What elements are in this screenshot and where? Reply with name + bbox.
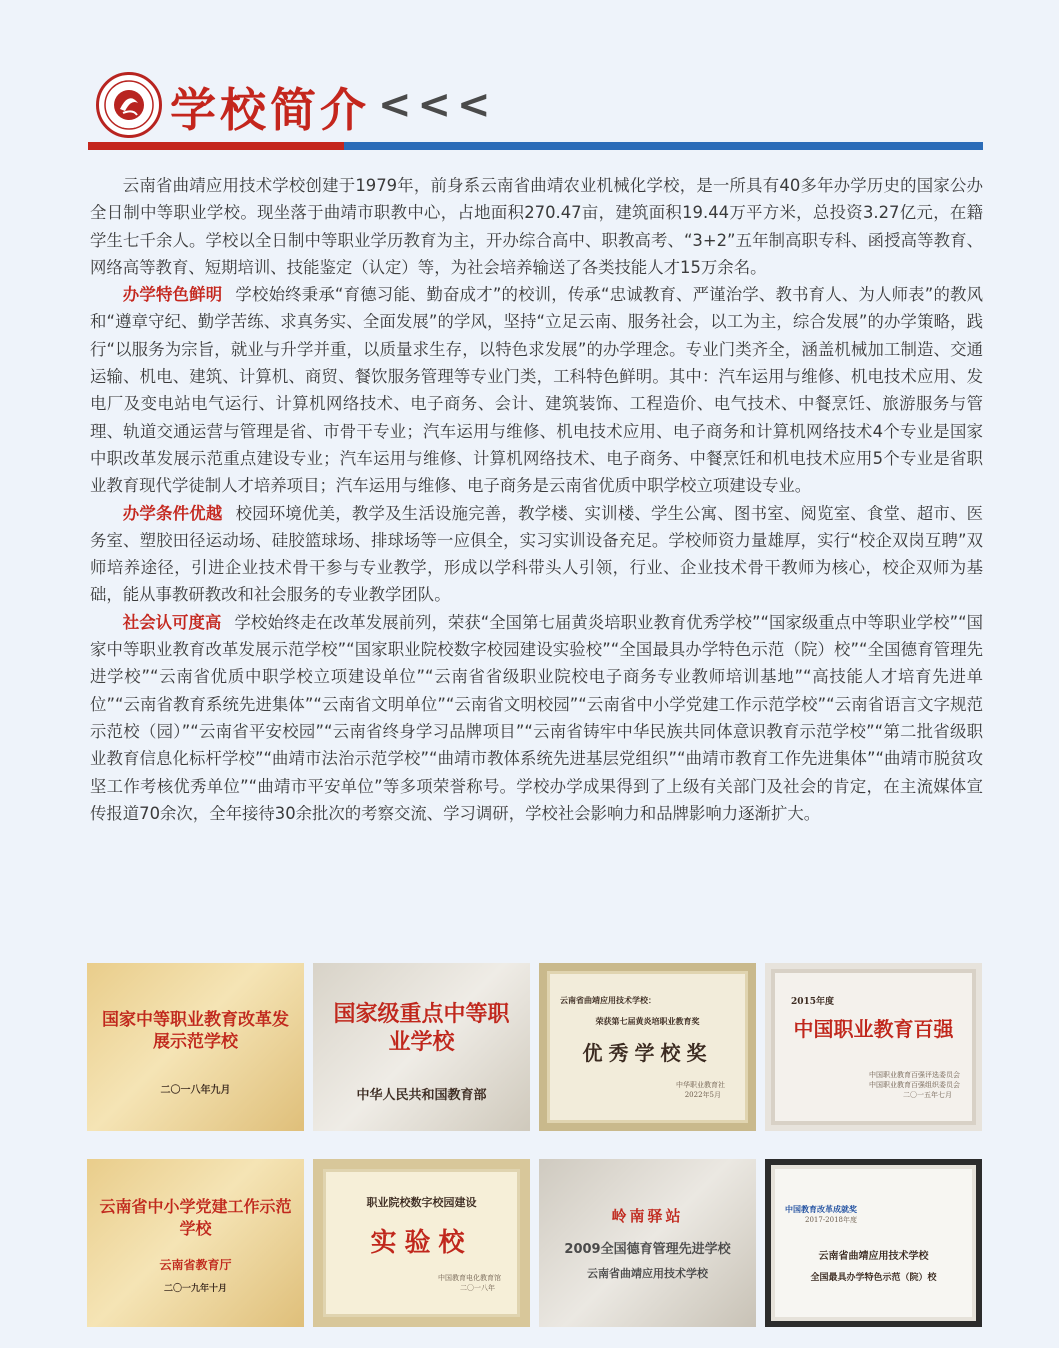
plaque-issuer: 中国教育电化教育馆 (438, 1273, 501, 1282)
section-heading-features: 办学特色鲜明 (122, 285, 223, 305)
plaque-photo (765, 1159, 982, 1327)
section-text-features: 学校始终秉承“育德习能、勤奋成才”的校训，传承“忠诚教育、严谨治学、教书育人、为人师表”的教风和“遵章守纪、勤学苦练、求真务实、全面发展”的学风，坚持“立足云南、服务社会，以工为主，综合发展”的办学策略，践行“以服务为宗旨，就业与升学并重，以质量求生存，以特色求发展”的办学理念。专业门类齐全，涵盖机械加工制造、交通运输、机电、建筑、计算机、商贸、餐饮服务管理等专业门类，工科特色鲜明。其中：汽车运用与维修、机电技术应用、发电厂及变电站电气运行、计算机网络技术、电子商务、会计、建筑装饰、工程造价、电气技术、中餐烹饪、旅游服务与管理、轨道交通运营与管理是省、市骨干专业；汽车运用与维修、机电技术应用、电子商务和计算机网络技术4个专业是国家中职改革发展示范重点建设专业；汽车运用与维修、计算机网络技术、电子商务、中餐烹饪和机电技术应用5个专业是省职业教育现代学徒制人才培养项目；汽车运用与维修、电子商务是云南省优质中职学校立项建设专业。 (90, 285, 983, 496)
plaque-recipient: 云南省曲靖应用技术学校： (560, 994, 656, 1005)
school-emblem-icon (103, 79, 155, 131)
plaque-photo (87, 1159, 304, 1327)
plaque-title: 国家级重点中等职业学校 (333, 1000, 510, 1055)
plaque-date: 二〇一五年七月 (903, 1091, 952, 1099)
plaque-title: 2009全国德育管理先进学校 (564, 1242, 731, 1257)
plaque-issuer-2: 中国职业教育百强组织委员会 (869, 1081, 960, 1089)
plaque-title: 优秀学校奖 (582, 1040, 713, 1065)
plaque-year: 2017-2018年度 (805, 1215, 857, 1224)
plaque-issuer: 中华职业教育社 (676, 1080, 725, 1089)
section-text-recognition: 学校始终走在改革发展前列，荣获“全国第七届黄炎培职业教育优秀学校”“国家级重点中等职业学校”“国家中等职业教育改革发展示范学校”“国家职业院校数字校园建设实验校”“全国最具办学特色示范（院）校”“全国德育管理先进学校”“云南省优质中职学校立项建设单位”“云南省省级职业院校电子商务专业教师培训基地”“高技能人才培育先进单位”“云南省教育系统先进集体”“云南省文明单位”“云南省文明校园”“云南省中小学党建工作示范学校”“云南省语言文字规范示范校（园）”“云南省平安校园”“云南省终身学习品牌项目”“云南省铸牢中华民族共同体意识教育示范学校”“第二批省级职业教育信息化标杆学校”“曲靖市法治示范学校”“曲靖市教体系统先进基层党组织”“曲靖市教育工作先进集体”“曲靖市脱贫攻坚工作考核优秀单位”“曲靖市平安单位”等多项荣誉称号。学校办学成果得到了上级有关部门及社会的肯定，在主流媒体宣传报道70余次，全年接待30余批次的考察交流、学习调研，学校社会影响力和品牌影响力逐渐扩大。 (90, 612, 983, 823)
plaque-subtitle: 荣获第七届黄炎培职业教育奖 (595, 1015, 700, 1026)
plaque-photo (539, 1159, 756, 1327)
plaque-header: 岭南驿站 (611, 1207, 684, 1225)
plaque-subtitle: 职业院校数字校园建设 (366, 1195, 477, 1209)
plaque-photo (539, 963, 756, 1131)
intro-content (90, 172, 983, 827)
plaque-title: 全国最具办学特色示范（院）校 (810, 1272, 937, 1283)
plaque-title: 国家中等职业教育改革发展示范学校 (102, 1009, 289, 1052)
section-heading-conditions: 办学条件优越 (122, 503, 223, 523)
plaque-photo (313, 1159, 530, 1327)
plaque-date: 2022年5月 (684, 1090, 721, 1099)
plaque-title: 实验校 (370, 1227, 473, 1258)
plaque-photo (87, 963, 304, 1131)
plaque-issuer: 中华人民共和国教育部 (356, 1087, 487, 1103)
intro-paragraph: 云南省曲靖应用技术学校创建于1979年，前身系云南省曲靖农业机械化学校，是一所具有40多年办学历史的国家公办全日制中等职业学校。现坐落于曲靖市职教中心，占地面积270.47亩，建筑面积19.44万平方米，总投资3.27亿元，在籍学生七千余人。学校以全日制中等职业学历教育为主，开办综合高中、职教高考、“3+2”五年制高职专科、函授高等教育、网络高等教育、短期培训、技能鉴定（认定）等，为社会培养输送了各类技能人才15万余名。 (90, 176, 983, 277)
section-heading-recognition: 社会认可度高 (122, 612, 222, 632)
plaque-year: 2015年度 (791, 997, 835, 1007)
plaque-date: 二〇一八年九月 (160, 1084, 231, 1096)
decorative-arrows: <<< (378, 82, 497, 128)
plaque-title: 云南省中小学党建工作示范学校 (99, 1197, 292, 1238)
plaque-header: 中国教育改革成就奖 (785, 1203, 857, 1214)
page-title: 学校简介 (170, 83, 370, 137)
plaque-photo (765, 963, 982, 1131)
section-recognition (90, 609, 983, 827)
plaque-date: 二〇一九年十月 (163, 1284, 227, 1294)
school-logo (96, 72, 162, 138)
section-header (88, 62, 983, 154)
plaque-date: 二〇一八年 (460, 1283, 495, 1292)
plaque-photo (313, 963, 530, 1131)
title-underline-blue (344, 142, 983, 150)
section-features (90, 281, 983, 499)
plaque-recipient: 云南省曲靖应用技术学校 (587, 1267, 708, 1280)
section-conditions (90, 500, 983, 609)
title-underline-red (88, 142, 348, 150)
plaque-title: 中国职业教育百强 (793, 1017, 954, 1041)
plaque-recipient: 云南省曲靖应用技术学校 (818, 1250, 929, 1262)
section-text-conditions: 校园环境优美，教学及生活设施完善，教学楼、实训楼、学生公寓、图书室、阅览室、食堂、超市、医务室、塑胶田径运动场、硅胶篮球场、排球场等一应俱全，实习实训设备充足。学校师资力量雄厚，实行“校企双岗互聘”双师培养途径，引进企业技术骨干参与专业教学，形成以学科带头人引领，行业、企业技术骨干教师为核心，校企双师为基础，能从事教研教改和社会服务的专业教学团队。 (90, 503, 984, 605)
plaque-issuer: 云南省教育厅 (159, 1258, 232, 1272)
plaque-issuer: 中国职业教育百强评选委员会 (869, 1071, 960, 1079)
